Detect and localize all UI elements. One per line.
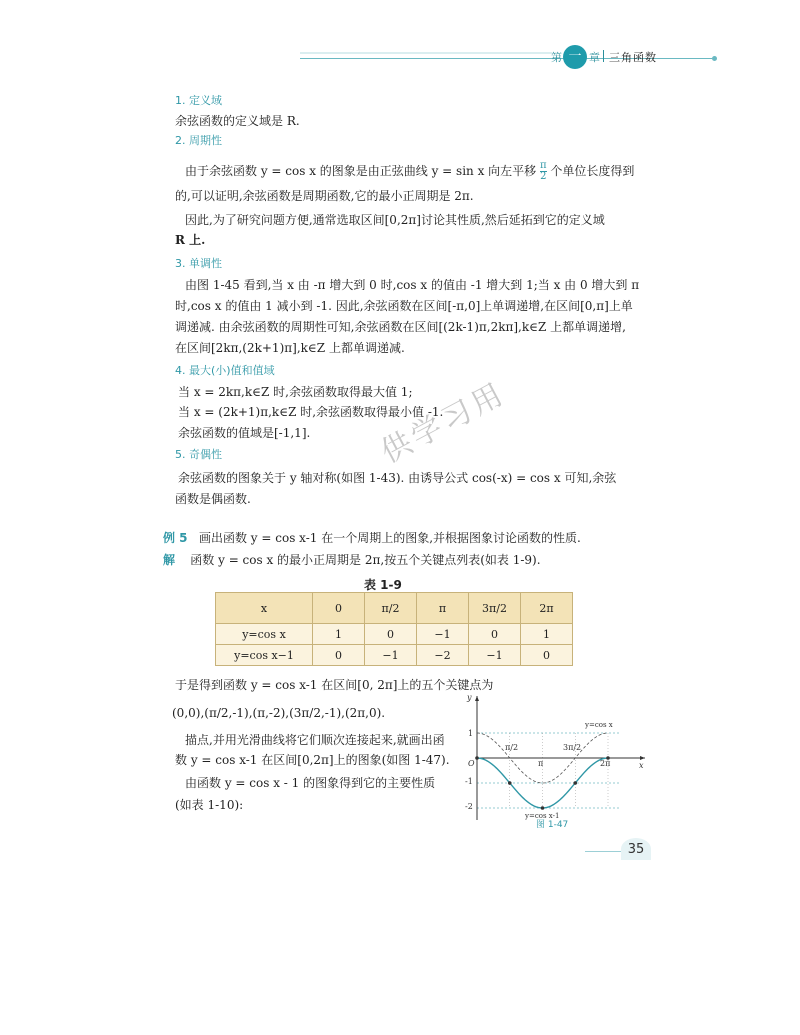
mono-line1: 由图 1-45 看到,当 x 由 -π 增大到 0 时,cos x 的值由 -1 增大到 1;当 x 由 0 增大到 π (185, 278, 640, 292)
table-row (216, 645, 573, 666)
example-text: 画出函数 y = cos x-1 在一个周期上的图象,并根据图象讨论函数的性质. (198, 531, 581, 545)
page-number: 35 (621, 838, 651, 860)
domain-text: 余弦函数的定义域是 R. (175, 114, 300, 128)
example-label: 例 5 (163, 531, 188, 545)
table-cell: −1 (469, 645, 521, 666)
y-tick-label: 1 (468, 729, 474, 738)
table-row (216, 624, 573, 645)
header-band (300, 52, 552, 54)
table-cell: y=cos x (216, 624, 313, 645)
period-line4: R 上. (175, 233, 206, 247)
watermark: 供学习用 (375, 375, 512, 471)
after-line4: 由函数 y = cos x - 1 的图象得到它的主要性质 (185, 776, 436, 790)
parity-heading: 5. 奇偶性 (175, 448, 222, 461)
max-line2: 当 x = (2k+1)π,k∈Z 时,余弦函数取得最小值 -1. (178, 405, 444, 419)
frac-num: π (540, 160, 547, 171)
key-points-table (215, 592, 573, 666)
x-tick-label: 2π (600, 759, 611, 768)
y-axis-label: y (467, 693, 472, 702)
mono-heading: 3. 单调性 (175, 257, 222, 270)
mono-line3: 调递减. 由余弦函数的周期性可知,余弦函数在区间[(2k-1)π,2kπ],k∈Z 上都单调递增, (175, 320, 626, 334)
chapter-prefix: 第 (551, 51, 562, 64)
figure-caption: 图 1-47 (536, 820, 569, 830)
chapter-number-badge: 一 (563, 45, 587, 69)
table-cell: π/2 (365, 593, 417, 624)
period-line1 (185, 161, 655, 182)
table-cell: 0 (313, 645, 365, 666)
domain-heading: 1. 定义域 (175, 94, 222, 107)
table-cell: 0 (521, 645, 573, 666)
table-cell: 0 (365, 624, 417, 645)
x-tick-label: π/2 (505, 743, 519, 752)
x-axis-label: x (639, 761, 644, 770)
chapter-title: 三角函数 (609, 51, 657, 64)
max-line3: 余弦函数的值域是[-1,1]. (178, 426, 311, 440)
period-heading: 2. 周期性 (175, 134, 222, 147)
period-line3: 因此,为了研究问题方便,通常选取区间[0,2π]讨论其性质,然后延拓到它的定义域 (185, 213, 605, 227)
solution-label: 解 (163, 553, 176, 567)
solution-text: 函数 y = cos x 的最小正周期是 2π,按五个关键点列表(如表 1-9). (190, 553, 541, 567)
period-text-a: 由于余弦函数 y = cos x 的图象是由正弦曲线 y = sin x 向左平移 (185, 164, 537, 178)
table-cell: −2 (417, 645, 469, 666)
example-5 (163, 528, 658, 548)
parity-line1: 余弦函数的图象关于 y 轴对称(如图 1-43). 由诱导公式 cos(-x) = cos x 可知,余弦 (178, 471, 617, 485)
period-text-b: 个单位长度得到 (550, 164, 635, 178)
table-cell: 3π/2 (469, 593, 521, 624)
table-cell: π (417, 593, 469, 624)
key-point (475, 756, 479, 760)
header-dot (712, 56, 717, 61)
y-tick-label: -1 (465, 777, 473, 786)
chapter-suffix: 章 (589, 51, 600, 64)
curve-label-cos-minus-1: y=cos x-1 (525, 812, 560, 820)
after-line3: 数 y = cos x-1 在区间[0,2π]上的图象(如图 1-47). (175, 753, 450, 767)
figure-1-47 (455, 690, 655, 830)
table-title: 表 1-9 (364, 578, 402, 592)
x-tick-label: 3π/2 (563, 743, 582, 752)
max-heading: 4. 最大(小)值和值域 (175, 364, 275, 377)
table-cell: 2π (521, 593, 573, 624)
key-point (573, 781, 577, 785)
curve-label-cos: y=cos x (585, 721, 613, 729)
table-row (216, 593, 573, 624)
after-line1: 于是得到函数 y = cos x-1 在区间[0, 2π]上的五个关键点为 (175, 678, 494, 692)
page-number-rule (585, 851, 621, 852)
table-cell: 0 (469, 624, 521, 645)
y-axis-arrow (475, 696, 479, 701)
after-line2: 描点,并用光滑曲线将它们顺次连接起来,就画出函 (185, 733, 445, 747)
key-point (541, 806, 545, 810)
max-line1: 当 x = 2kπ,k∈Z 时,余弦函数取得最大值 1; (178, 385, 413, 399)
table-cell: −1 (365, 645, 417, 666)
y-tick-label: -2 (465, 802, 473, 811)
parity-line2: 函数是偶函数. (175, 492, 251, 506)
key-points: (0,0),(π/2,-1),(π,-2),(3π/2,-1),(2π,0). (172, 706, 386, 720)
table-cell: 0 (313, 593, 365, 624)
table-cell: x (216, 593, 313, 624)
after-line5: (如表 1-10): (175, 798, 244, 812)
mono-line2: 时,cos x 的值由 1 减小到 -1. 因此,余弦函数在区间[-π,0]上单调递增,在区间[0,π]上单 (175, 299, 633, 313)
key-point (508, 781, 512, 785)
period-line2: 的,可以证明,余弦函数是周期函数,它的最小正周期是 2π. (175, 189, 474, 203)
fraction-pi-over-2 (540, 161, 547, 182)
table-cell: 1 (313, 624, 365, 645)
frac-den: 2 (540, 171, 547, 182)
table-cell: 1 (521, 624, 573, 645)
solution (163, 550, 658, 570)
mono-line4: 在区间[2kπ,(2k+1)π],k∈Z 上都单调递减. (175, 341, 405, 355)
table-cell: y=cos x−1 (216, 645, 313, 666)
table-cell: −1 (417, 624, 469, 645)
x-axis-arrow (640, 756, 645, 760)
header-separator (603, 50, 604, 62)
origin-label: O (468, 759, 475, 768)
x-tick-label: π (538, 759, 544, 768)
